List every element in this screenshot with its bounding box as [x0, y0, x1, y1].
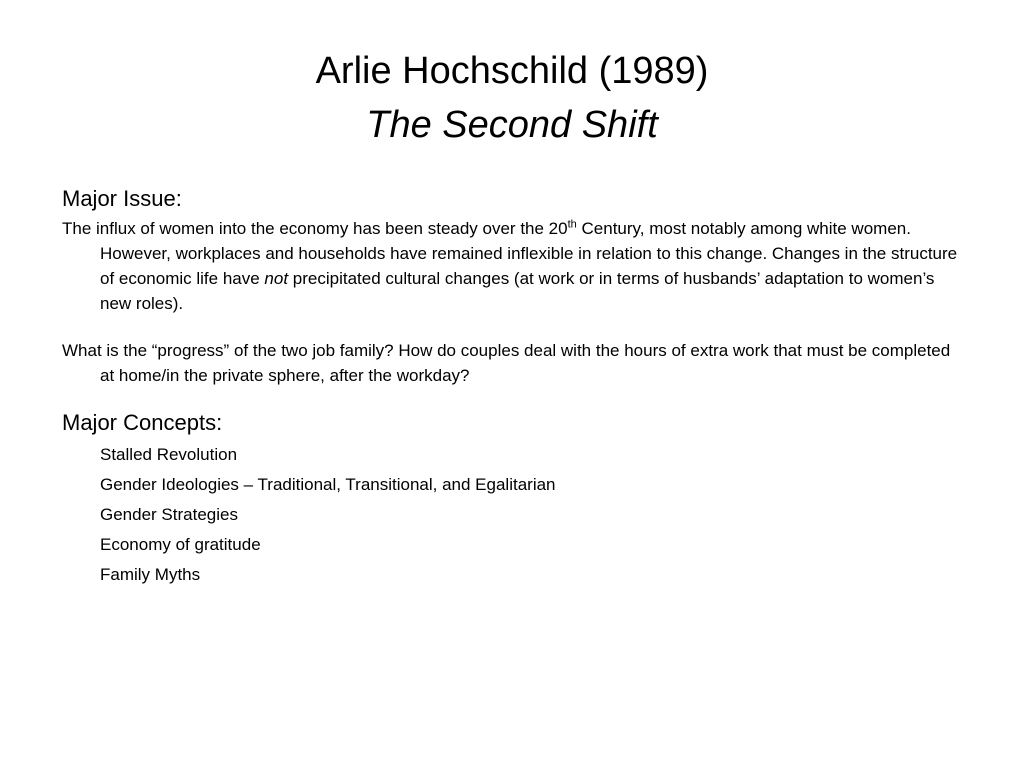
major-issue-paragraph-1 — [62, 216, 962, 316]
concept-item: Economy of gratitude — [100, 535, 261, 554]
superscript-th: th — [567, 218, 577, 231]
paragraph-1-text-b: Century, most notably among white women. However, workplaces and households have remained inflexible in relation to this change. Changes in the structure of economic life have — [100, 219, 958, 288]
title-book-name: The Second Shift — [366, 104, 658, 146]
major-concepts-list — [62, 440, 962, 590]
title-author-year: Arlie Hochschild (1989) — [315, 50, 709, 92]
spacer — [62, 388, 962, 406]
slide-content — [62, 182, 962, 590]
concept-item: Stalled Revolution — [100, 445, 238, 464]
concept-item: Gender Strategies — [100, 505, 238, 524]
paragraph-1-text-a: The influx of women into the economy has been steady over the 20 — [62, 219, 568, 238]
major-issue-paragraph-2: What is the “progress” of the two job family? How do couples deal with the hours of extra work that must be completed at home/in the private sphere, after the workday? — [62, 341, 951, 385]
spacer — [62, 316, 962, 338]
major-issue-heading: Major Issue: — [62, 186, 182, 211]
slide-title — [0, 44, 1024, 152]
emphasis-not: not — [264, 269, 289, 288]
major-concepts-heading: Major Concepts: — [62, 410, 223, 435]
concept-item: Family Myths — [100, 565, 201, 584]
concept-item: Gender Ideologies – Traditional, Transitional, and Egalitarian — [100, 475, 556, 494]
paragraph-1-text-c: precipitated cultural changes (at work or in terms of husbands’ adaptation to women’s new roles). — [100, 269, 935, 313]
